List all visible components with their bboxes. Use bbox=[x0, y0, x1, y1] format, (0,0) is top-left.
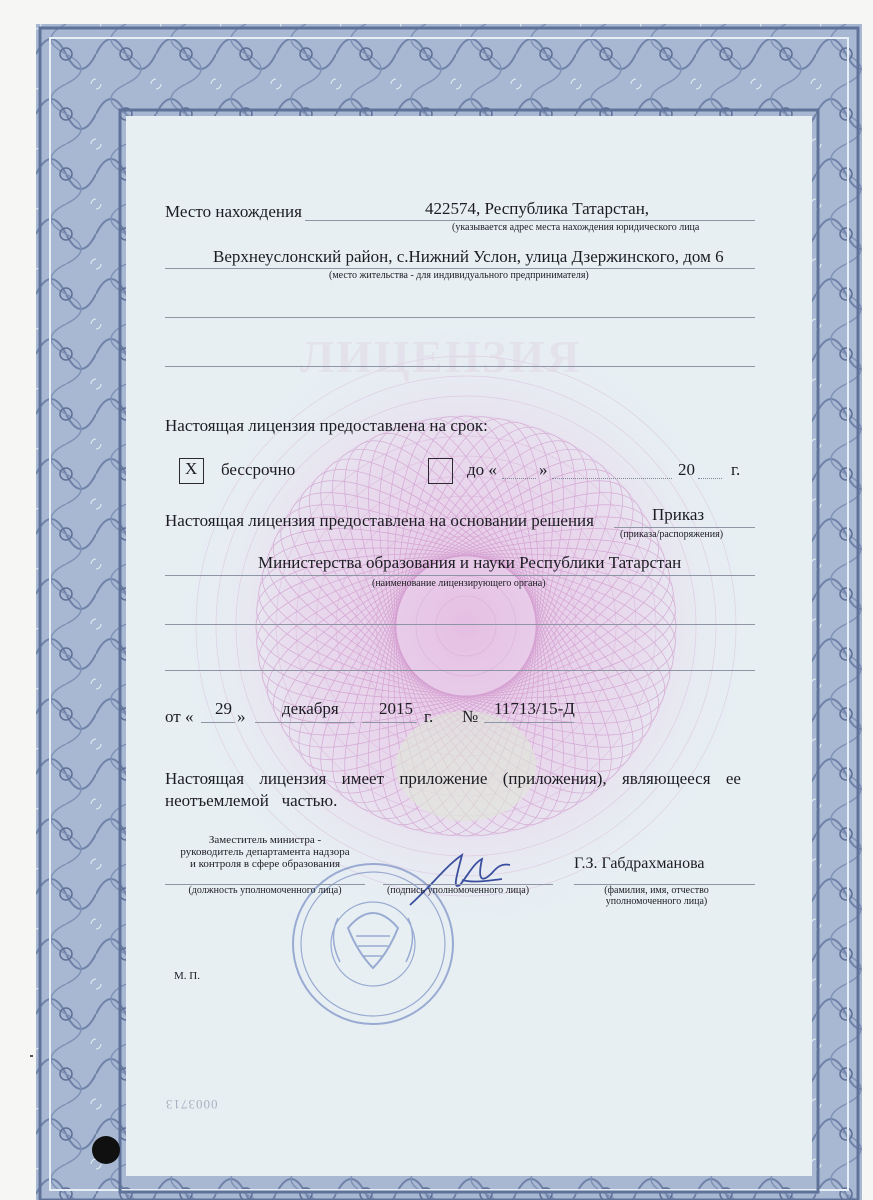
order-day-rule bbox=[201, 722, 235, 723]
position-line-3: и контроля в сфере образования bbox=[189, 858, 341, 870]
seal-place-label: М. П. bbox=[174, 970, 200, 982]
basis-heading: Настоящая лицензия предоставлена на основании решения bbox=[165, 511, 594, 530]
appendix-line-2: неотъемлемой частью. bbox=[165, 791, 338, 810]
order-number: 11713/15-Д bbox=[494, 699, 575, 718]
order-year: 2015 bbox=[379, 699, 413, 718]
appendix-word: ее bbox=[725, 769, 741, 788]
signatory-name: Г.З. Габдрахманова bbox=[574, 855, 705, 872]
handwritten-signature bbox=[402, 845, 522, 915]
order-number-rule bbox=[484, 722, 574, 723]
basis-type-value: Приказ bbox=[652, 505, 705, 524]
watermark-text: ЛИЦЕНЗИЯ bbox=[300, 331, 582, 382]
address-line-1: 422574, Республика Татарстан, bbox=[425, 199, 650, 218]
address-caption-2: (место жительства - для индивидуального предпринимателя) bbox=[329, 270, 589, 281]
signature-caption: (подпись уполномоченного лица) bbox=[386, 885, 530, 896]
serial-number: 0003713 bbox=[165, 1097, 218, 1112]
scan-speck bbox=[30, 1055, 33, 1057]
until-quote-close: » bbox=[539, 460, 548, 479]
name-caption-2: уполномоченного лица) bbox=[605, 896, 708, 907]
appendix-word: Настоящая bbox=[165, 769, 245, 788]
address-line-1-rule bbox=[305, 220, 755, 221]
punch-hole bbox=[92, 1136, 120, 1164]
order-month: декабря bbox=[282, 699, 339, 718]
position-line-2: руководитель департамента надзора bbox=[180, 846, 350, 858]
appendix-word: лицензия bbox=[259, 769, 327, 788]
order-day-close: » bbox=[237, 707, 246, 726]
until-day-rule bbox=[502, 478, 536, 479]
appendix-word: приложение bbox=[399, 769, 488, 788]
blank-rule-2 bbox=[165, 366, 755, 367]
authority-caption: (наименование лицензирующего органа) bbox=[372, 578, 546, 589]
until-year-prefix: 20 bbox=[678, 460, 695, 479]
order-from-label: от « bbox=[165, 707, 194, 726]
authority-value: Министерства образования и науки Республики Татарстан bbox=[258, 553, 682, 572]
address-line-2-rule bbox=[165, 268, 755, 269]
position-line-1: Заместитель министра - bbox=[208, 834, 322, 846]
until-year-suffix: г. bbox=[731, 460, 741, 479]
blank-rule-4 bbox=[165, 670, 755, 671]
unlimited-label: бессрочно bbox=[221, 460, 296, 479]
until-year-rule bbox=[698, 478, 722, 479]
basis-type-caption: (приказа/распоряжения) bbox=[620, 529, 724, 540]
until-month-rule bbox=[552, 478, 672, 479]
appendix-word: являющееся bbox=[621, 769, 711, 788]
order-number-label: № bbox=[462, 707, 479, 726]
until-date-checkbox[interactable] bbox=[428, 458, 453, 484]
until-label: до « bbox=[467, 460, 497, 479]
unlimited-checkbox[interactable] bbox=[179, 458, 204, 484]
blank-rule-1 bbox=[165, 317, 755, 318]
order-month-rule bbox=[255, 722, 355, 723]
basis-type-rule bbox=[614, 527, 755, 528]
address-caption-1: (указывается адрес места нахождения юридического лица bbox=[452, 222, 700, 233]
address-label: Место нахождения bbox=[165, 202, 302, 221]
address-line-2: Верхнеуслонский район, с.Нижний Услон, улица Дзержинского, дом 6 bbox=[213, 247, 724, 266]
appendix-word: имеет bbox=[341, 769, 385, 788]
appendix-word: (приложения), bbox=[502, 769, 607, 788]
order-day: 29 bbox=[215, 699, 232, 718]
term-heading: Настоящая лицензия предоставлена на срок: bbox=[165, 416, 488, 435]
authority-rule bbox=[165, 575, 755, 576]
order-year-suffix: г. bbox=[424, 707, 434, 726]
blank-rule-3 bbox=[165, 624, 755, 625]
order-year-rule bbox=[362, 722, 417, 723]
position-caption: (должность уполномоченного лица) bbox=[188, 885, 342, 896]
name-caption-1: (фамилия, имя, отчество bbox=[604, 885, 709, 896]
appendix-line-1 bbox=[165, 769, 741, 789]
unlimited-check-mark: X bbox=[185, 459, 198, 478]
